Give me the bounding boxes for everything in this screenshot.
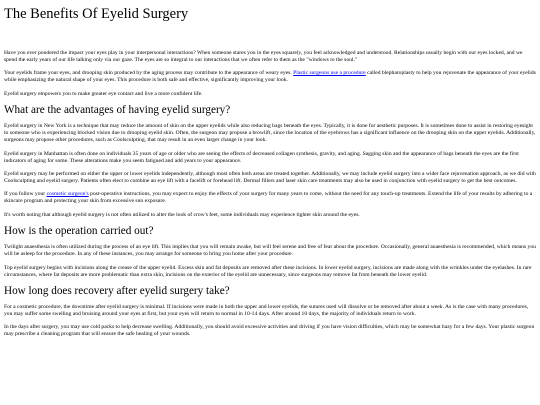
operation-paragraph-2: Top eyelid surgery begins with incisions along the crease of the upper eyelid. Excess skin and fat deposits are removed after these incisions. In lower eyelid surgery, incisions are made along with the wrinkles under the eyelashes. In rare circumstances, where fat deposits are more problematic than extra skin, incisions on the exterior of the eyelid are unnecessary, since surgeons may remove fat from beneath the lower eyelid. — [4, 264, 532, 278]
advantages-heading: What are the advantages of having eyelid surgery? — [4, 104, 231, 117]
advantages-paragraph-2: Eyelid surgery in Manhattan is often done on individuals 35 years of age or older who are seeing the effects of decreased collagen synthesis, gravity, and aging. Sagging skin and the appearance of bags beneath the eyes are the first indicators of aging for some. These alterations make you seem fatigued and add years to your appearance. — [4, 150, 519, 164]
operation-heading: How is the operation carried out? — [4, 225, 154, 238]
intro-paragraph-3: Eyelid surgery empowers you to make greater eye contact and live a more confident life. — [4, 90, 203, 97]
recovery-paragraph-1: For a cosmetic procedure, the downtime after eyelid surgery is minimal. If incisions were made in both the upper and lower eyelids, the sutures used will dissolve or be removed after about a week. As is the case with many procedures, you may suffer some swelling and bruising around your eyes at first, but your eyes will return to normal in 10-14 days. After around 10 days, the majority of individuals return to work. — [4, 303, 529, 317]
page-title: The Benefits Of Eyelid Surgery — [4, 6, 189, 22]
advantages-paragraph-3: Eyelid surgery may be performed on either the upper or lower eyelids independently, although most often both areas are treated together. Additionally, we may include eyelid surgery into a wider face rejuvenation approach, as we did with Coolsculpting and eyelid surgery. Patients often elect to combine an eye lift with a facelift or forehead lift. Dermal fillers and laser skin care treatments may also be used in conjunction with eyelid surgery to get the best outcomes. — [4, 170, 536, 184]
intro-paragraph-2 — [4, 70, 536, 84]
advantages-paragraph-1: Eyelid surgery in New York is a technique that may reduce the amount of skin on the upper eyelids while also reducing bags beneath the eyes. Typically, it is done for aesthetic purposes. It is sometimes done to assist in restoring eyesight to someone who is experiencing blocked vision due to drooping eyelid skin. Often, the surgeon may propose a browlift, since the location of the eyebrows has a significant influence on the drooping skin on the upper eyelids. Additionally, surgeons may propose other procedures, such as Coolsculpting, that may result in an even larger change in your look. — [4, 123, 536, 144]
advantages-paragraph-4 — [4, 191, 536, 205]
intro-p2-text-start: Your eyelids frame your eyes, and drooping skin produced by the aging process may contribute to the appearance of weary eyes. — [4, 70, 294, 77]
recovery-heading: How long does recovery after eyelid surgery take? — [4, 284, 230, 297]
cosmetic-surgeon-link[interactable]: cosmetic surgeon's — [46, 191, 89, 198]
operation-paragraph-1: Twilight anaesthesia is often utilized during the process of an eye lift. This implies that you will remain awake, but will feel serene and free of fear about the procedure. Occasionally, general anaesthesia is recommended, which means you will be asleep for the procedure. In any of these instances, you may arrange for someone to bring you home after your procedure. — [4, 244, 536, 258]
advantages-p4-text-start: If you follow your — [4, 191, 47, 198]
recovery-paragraph-2: In the days after surgery, you may use cold packs to help decrease swelling. Additionally, you should avoid excessive activities and driving if you have vision difficulties, which may be somewhat hazy for a few days. Your plastic surgeon may prescribe a cleaning program that will ensure the safe healing of your wounds. — [4, 324, 535, 338]
advantages-paragraph-5: It's worth noting that although eyelid surgery is not often utilized to alter the look of crow's feet, some individuals may experience tighter skin around the eyes. — [4, 211, 360, 218]
plastic-surgeons-link[interactable]: Plastic surgeons use a procedure — [293, 70, 366, 77]
intro-p2-text-end: called blepharoplasty to help you rejuvenate the appearance of your eyelids while emphasizing the natural shape of your eyes. This procedure is both safe and effective, significantly improving your look. — [4, 70, 536, 84]
advantages-p4-text-end: post-operative instructions, you may expect to enjoy the effects of your surgery for many years to come, without the need for any touch-up treatments. Extend the life of your results by adhering to a skincare program and protecting your skin from excessive sun exposure. — [4, 191, 533, 205]
intro-paragraph-1: Have you ever pondered the impact your eyes play in your interpersonal interactions? When someone stares you in the eyes squarely, you feel acknowledged and understood. Relationships usually begin with our eyes locked, and we spend the early years of our life talking only via our gaze. The eyes are so integral to our interactions that we often refer to them as the "windows to the soul." — [4, 50, 523, 63]
